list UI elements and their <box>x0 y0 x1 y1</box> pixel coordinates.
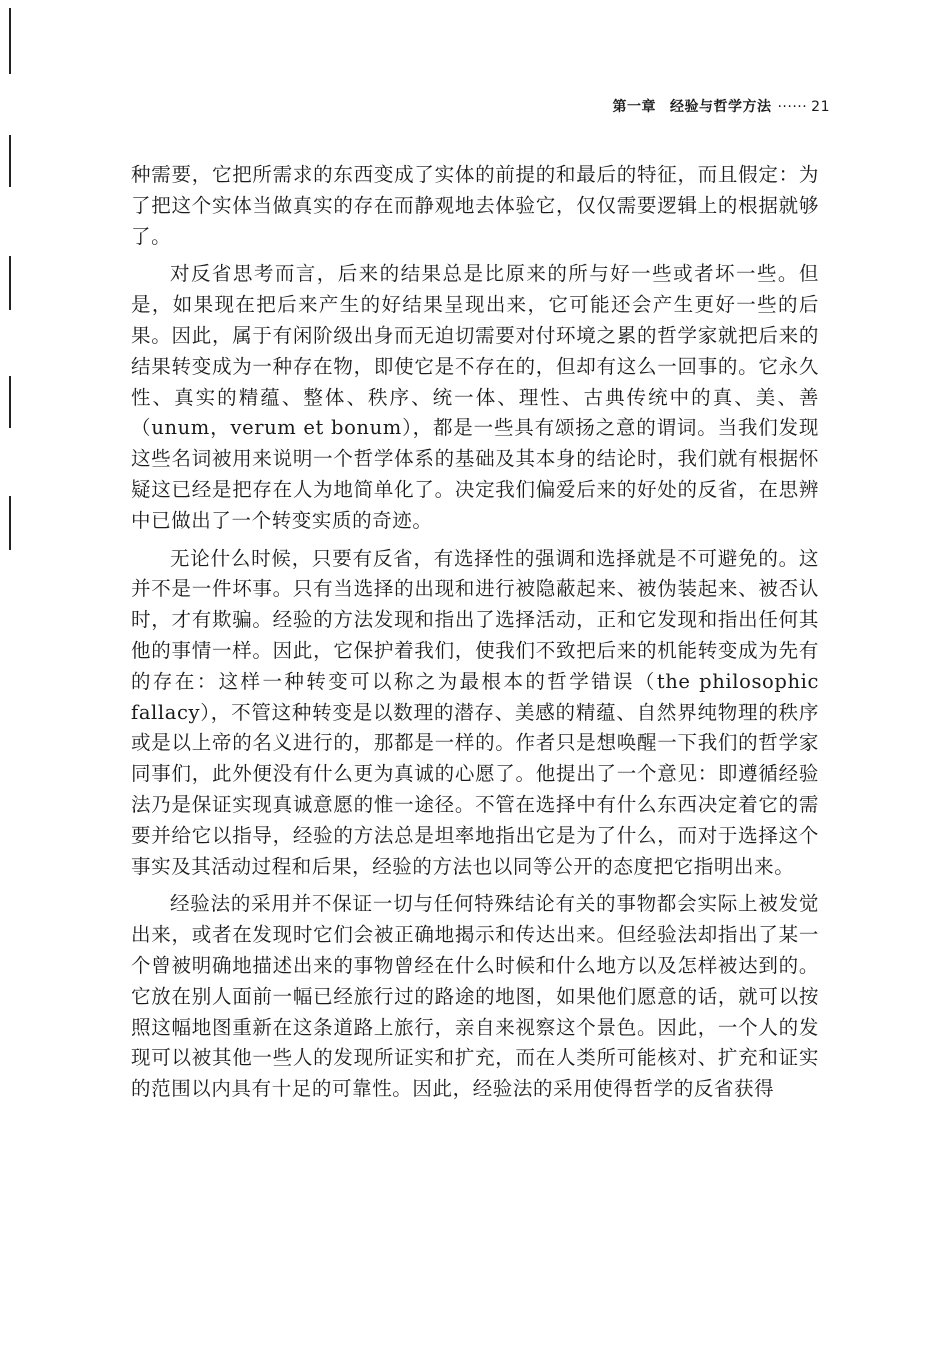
scan-edge-mark <box>9 376 11 428</box>
paragraph: 种需要，它把所需求的东西变成了实体的前提的和最后的特征，而且假定：为了把这个实体当做真实的存在而静观地去体验它，仅仅需要逻辑上的根据就够了。 <box>131 163 819 248</box>
page-number: 21 <box>811 99 830 115</box>
leader-dots: ······ <box>777 99 808 115</box>
scan-edge-mark <box>9 496 11 550</box>
scan-edge-mark <box>9 135 11 187</box>
paragraph: 对反省思考而言，后来的结果总是比原来的所与好一些或者坏一些。但是，如果现在把后来产生的好结果呈现出来，它可能还会产生更好一些的后果。因此，属于有闲阶级出身而无迫切需要对付环境之累的哲学家就把后来的结果转变成为一种存在物，即使它是不存在的，但却有这么一回事的。它永久性、真实的精蕴、整体、秩序、统一体、理性、古典传统中的真、美、善（unum，verum et bonum），都是一些具有颂扬之意的谓词。当我们发现这些名词被用来说明一个哲学体系的基础及其本身的结论时，我们就有根据怀疑这已经是把存在人为地简单化了。决定我们偏爱后来的好处的反省，在思辨中已做出了一个转变实质的奇迹。 <box>131 262 819 532</box>
paragraph: 经验法的采用并不保证一切与任何特殊结论有关的事物都会实际上被发觉出来，或者在发现时它们会被正确地揭示和传达出来。但经验法却指出了某一个曾被明确地描述出来的事物曾经在什么时候和什么地方以及怎样被达到的。它放在别人面前一幅已经旅行过的路途的地图，如果他们愿意的话，就可以按照这幅地图重新在这条道路上旅行，亲自来视察这个景色。因此，一个人的发现可以被其他一些人的发现所证实和扩充，而在人类所可能核对、扩充和证实的范围以内具有十足的可靠性。因此，经验法的采用使得哲学的反省获得 <box>131 892 819 1101</box>
scan-edge-mark <box>9 256 11 310</box>
chapter-title: 经验与哲学方法 <box>669 99 772 115</box>
paragraph: 无论什么时候，只要有反省，有选择性的强调和选择就是不可避免的。这并不是一件坏事。只有当选择的出现和进行被隐蔽起来、被伪装起来、被否认时，才有欺骗。经验的方法发现和指出了选择活动，正和它发现和指出任何其他的事情一样。因此，它保护着我们，使我们不致把后来的机能转变成为先有的存在：这样一种转变可以称之为最根本的哲学错误（the philosophic fallacy），不管这种转变是以数理的潜存、美感的精蕴、自然界纯物理的秩序或是以上帝的名义进行的，那都是一样的。作者只是想唤醒一下我们的哲学家同事们，此外便没有什么更为真诚的心愿了。他提出了一个意见：即遵循经验法乃是保证实现真诚意愿的惟一途径。不管在选择中有什么东西决定着它的需要并给它以指导，经验的方法总是坦率地指出它是为了什么，而对于选择这个事实及其活动过程和后果，经验的方法也以同等公开的态度把它指明出来。 <box>131 546 819 878</box>
chapter-label: 第一章 <box>612 99 656 115</box>
body-text <box>131 160 819 1105</box>
scan-edge-mark <box>9 8 11 74</box>
running-header <box>612 96 830 116</box>
